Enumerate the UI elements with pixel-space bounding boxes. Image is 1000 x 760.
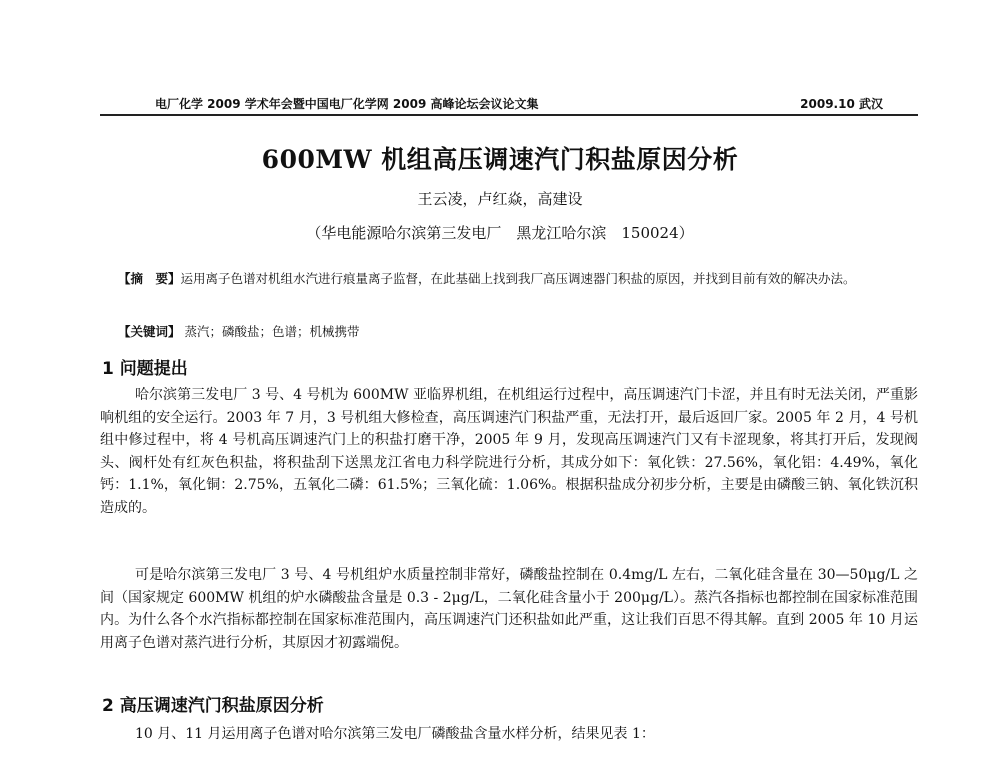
abstract-label: 【摘 要】: [118, 271, 181, 286]
keywords-text: 蒸汽；磷酸盐；色谱；机械携带: [184, 324, 360, 339]
section-2-paragraph-1: 10 月、11 月运用离子色谱对哈尔滨第三发电厂磷酸盐含量水样分析，结果见表 1：: [135, 726, 655, 742]
paper-authors: 王云凌，卢红焱，高建设: [417, 190, 583, 208]
section-1-paragraph-2: 可是哈尔滨第三发电厂 3 号、4 号机组炉水质量控制非常好，磷酸盐控制在 0.4mg/L 左右，二氧化硅含量在 30—50μg/L 之间（国家规定 600MW 机组的炉水磷酸盐含量是 0.3 - 2μg/L，二氧化硅含量小于 200μg/L）。蒸汽各指标也都控制在国家标准范围内。为什么各个水汽指标都控制在国家标准范围内，高压调速汽门还积盐如此严重，这让我们百思不得其解。直到 2005 年 10 月运用离子色谱对蒸汽进行分析，其原因才初露端倪。: [100, 567, 918, 651]
paper-title: 600MW 机组高压调速汽门积盐原因分析: [261, 145, 739, 174]
abstract: [100, 268, 920, 289]
section-1-heading: 1 问题提出: [102, 359, 188, 379]
journal-name: 电厂化学 2009 学术年会暨中国电厂化学网 2009 高峰论坛会议论文集: [155, 97, 539, 111]
running-header: [100, 92, 918, 116]
abstract-text: 运用离子色谱对机组水汽进行痕量离子监督，在此基础上找到我厂高压调速器门积盐的原因，并找到目前有效的解决办法。: [180, 271, 856, 286]
paper-affiliation: （华电能源哈尔滨第三发电厂 黑龙江哈尔滨 150024）: [306, 224, 694, 242]
keywords-label: 【关键词】: [118, 324, 181, 339]
conference-date-place: 2009.10 武汉: [800, 97, 883, 111]
section-2-heading: 2 高压调速汽门积盐原因分析: [102, 696, 324, 716]
keywords: [118, 322, 918, 340]
section-1-paragraph-1: 哈尔滨第三发电厂 3 号、4 号机为 600MW 亚临界机组，在机组运行过程中，高压调速汽门卡涩，并且有时无法关闭，严重影响机组的安全运行。2003 年 7 月，3 号机组大修检查，高压调速汽门积盐严重，无法打开，最后返回厂家。2005 年 2 月，4 号机组中修过程中，将 4 号机高压调速汽门上的积盐打磨干净，2005 年 9 月，发现高压调速汽门又有卡涩现象，将其打开后，发现阀头、阀杆处有红灰色积盐，将积盐刮下送黑龙江省电力科学院进行分析，其成分如下：氧化铁：27.56%，氧化铝：4.49%，氧化钙：1.1%，氧化铜：2.75%，五氧化二磷：61.5%；三氧化硫：1.06%。根据积盐成分初步分析，主要是由磷酸三钠、氧化铁沉积造成的。: [100, 387, 918, 516]
